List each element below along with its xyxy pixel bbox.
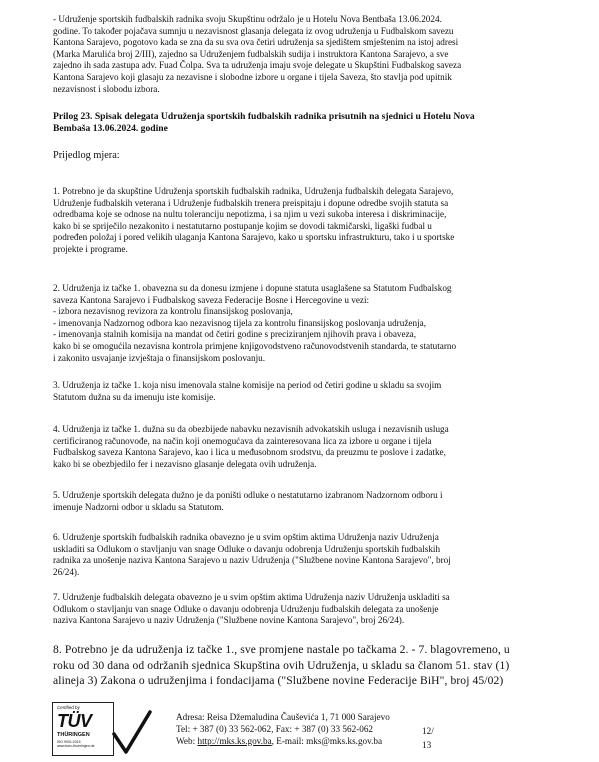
point-7-line: naziva Kantona Sarajevo u naziv Udruženja ("Službene novine Kantona Sarajevo", broj 26/24). [53, 615, 405, 626]
logo-certified-text: Certified by [57, 705, 80, 710]
point-6-line: 6. Udruženje sportskih fudbalskih radnika obavezno je u svim opštim aktima Udruženja naziv Udruženja [53, 532, 439, 542]
page-total: 13 [422, 740, 432, 750]
intro-line: zajedno ih sada zastupa adv. Fuad Čolpa. Sva ta udruženja imaju svoje delegate u Skupštini Fudbalskog saveza [53, 60, 462, 71]
contact-info [176, 712, 416, 747]
point-2-line: - izbora nezavisnog revizora za kontrolu finansijskog poslovanja, [53, 306, 293, 317]
point-8-line: roku od 30 dana od održanih sjednica Skupština ovih Udruženja, u skladu sa članom 51. stav (1) [53, 658, 510, 672]
point-2-line: i zakonito usvajanje izvještaja o finansijskom poslovanju. [53, 352, 266, 363]
point-1-line: 1. Potrebno je da skupštine Udruženja sportskih fudbalskih radnika, Udruženja fudbalskih delegata Sarajevo, [53, 186, 454, 196]
point-1-line: projekte i programe. [53, 243, 128, 254]
point-8 [53, 642, 548, 689]
point-7-line: Odlukom o stavljanju van snage Odluke o davanju odobrenja Udruženju fudbalskih delegata za unošenje [53, 603, 439, 614]
point-4-line: kako bi se obezbjedilo fer i nezavisno glasanje delegata ovih udruženja. [53, 458, 317, 469]
logo-region-text: THÜRINGEN [57, 732, 90, 738]
point-6-line: 26/24). [53, 566, 80, 577]
web-line [176, 736, 416, 748]
point-5-line: 5. Udruženje sportskih delegata dužno je da poništi odluke o nestatutarno izabranom Nadzornom odboru i [53, 490, 443, 500]
point-4-line: certificiranog računovođe, na način koji onemogućava da zainteresovana lica za izbore u organe i tijela [53, 435, 432, 446]
intro-paragraph [53, 14, 548, 95]
point-8-line: alineja 3) Zakona o udruženjima i fondacijama ("Službene novine Federacije BiH", broj 45/02) [53, 674, 504, 687]
point-6-line: radnika za unošenje naziva Kantona Sarajevo u naziv Udruženja ("Službene novine Kantona Sarajevo", broj [53, 555, 451, 566]
point-7-line: 7. Udruženje fudbalskih delegata obavezno je u svim opštim aktima Udruženja naziv Udruženja uskladiti sa [53, 592, 450, 602]
point-2-line: saveza Kantona Sarajevo i Fudbalskog saveza Federacije Bosne i Hercegovine u vezi: [53, 294, 370, 305]
intro-line: Kantona Sarajevo, pogotovo kada se zna da su sva ova četiri udruženja sa sjedištem smještenim na istoj adresi [53, 37, 459, 48]
address-line: Adresa: Reisa Džemaludina Čauševića 1, 71 000 Sarajevo [176, 712, 390, 722]
point-6-line: uskladiti sa Odlukom o stavljanju van snage Odluke o davanju odobrenja Udruženju sportskih fudbalskih [53, 543, 441, 554]
point-2-line: - imenovanja Nadzornog odbora kao nezavisnog tijela za kontrolu finansijskog poslovanja udruženja, [53, 317, 427, 328]
intro-line: (Marka Marulića broj 2/III), zajedno sa Udruženjem fudbalskih sudija i instruktora Kantona Sarajevo, a sve [53, 48, 449, 59]
prilog-line: Prilog 23. Spisak delegata Udruženja sportskih fudbalskih radnika prisutnih na sjednici u Hotelu Nova [53, 111, 475, 122]
point-2-line: kako bi se omogućila nezavisna kontrola primjene knjigovodstveno računovodstvenih standarda, te statutarno [53, 340, 457, 351]
point-4-line: Fudbalskog saveza Kantona Sarajevo, kao i lica u međusobnom srodstvu, da preuzmu te poslove i zadatke, [53, 447, 446, 458]
point-1-line: kako bi se spriječilo nezakonito i nestatutarno postupanje kojim se dovodi takmičarski, ligaški fudbal u [53, 220, 432, 231]
point-4 [53, 424, 548, 470]
logo-brand-text: TÜV [57, 711, 92, 731]
logo-small-line-2: www.tuev-thueringen.de [57, 744, 95, 748]
intro-line: - Udruženje sportskih fudbalskih radnika svoju Skupštinu održalo je u Hotelu Nova Bentbaša 13.06.2024. [53, 14, 442, 24]
point-3 [53, 380, 548, 403]
email-text: , E-mail: mks@mks.ks.gov.ba [271, 735, 383, 746]
logo-frame [52, 702, 114, 756]
point-3-line: 3. Udruženja iz tačke 1. koja nisu imenovala stalne komisije na period od četiri godine u skladu sa svojim [53, 380, 442, 390]
point-5-line: imenuje Nadzorni odbor u skladu sa Statutom. [53, 501, 224, 512]
point-2-line: - imenovanja stalnih komisija na mandat od četiri godine s preciziranjem njihovih prava i obaveza, [53, 329, 417, 340]
tuv-certification-logo [52, 702, 154, 758]
intro-line: Kantona Sarajevo koji glasaju za nezavisne i slobodne izbore u organe i tijela Saveza, što stavlja pod upitnik [53, 71, 452, 82]
intro-line: godine. To također pojačava sumnju u nezavisnost glasanja delegata iz ovog udruženja u Fudbalskom savezu [53, 25, 454, 36]
point-1-line: podređen položaj i pored velikih ulaganja Kantona Sarajevo, kako u sportsku infrastrukturu, tako i u sportske [53, 232, 455, 243]
logo-small-text [57, 740, 95, 748]
prilog-caption [53, 111, 548, 135]
prilog-line: Bembaša 13.06.2024. godine [53, 123, 168, 134]
point-6 [53, 532, 548, 578]
prijedlog-heading: Prijedlog mjera: [53, 150, 120, 161]
page-current: 12/ [422, 726, 434, 736]
point-5 [53, 490, 548, 513]
point-8-line: 8. Potrebno je da udruženja iz tačke 1., sve promjene nastale po tačkama 2. - 7. blagovremeno, u [53, 643, 510, 656]
point-2-line: 2. Udruženja iz tačke 1. obavezna su da donesu izmjene i dopune statuta usaglašene sa Statutom Fudbalskog [53, 283, 452, 293]
phone-line: Tel: + 387 (0) 33 562-062, Fax: + 387 (0) 33 562-062 [176, 723, 374, 734]
website-link[interactable]: http://mks.ks.gov.ba [197, 735, 272, 746]
point-4-line: 4. Udruženja iz tačke 1. dužna su da obezbijede nabavku nezavisnih advokatskih usluga i nezavisnih usluga [53, 424, 449, 434]
checkmark-icon [110, 708, 154, 758]
point-1-line: odredbama koje se odnose na nultu toleranciju nepotizma, i sa njim u vezi sukoba interesa i diskriminacije, [53, 209, 447, 220]
intro-line: nezavisnost i slobodu izbora. [53, 83, 160, 94]
point-7 [53, 592, 548, 627]
logo-small-line-1: ISO 9001:2015 [57, 740, 81, 744]
point-3-line: Statutom dužna su da imenuju iste komisije. [53, 391, 216, 402]
page-number [422, 724, 434, 752]
point-2 [53, 283, 548, 364]
web-label: Web: [176, 735, 198, 746]
point-1-line: Udruženje fudbalskih veterana i Udruženje fudbalskih trenera preispitaju i dopune odredbe svojih statuta sa [53, 197, 449, 208]
point-1 [53, 186, 548, 256]
